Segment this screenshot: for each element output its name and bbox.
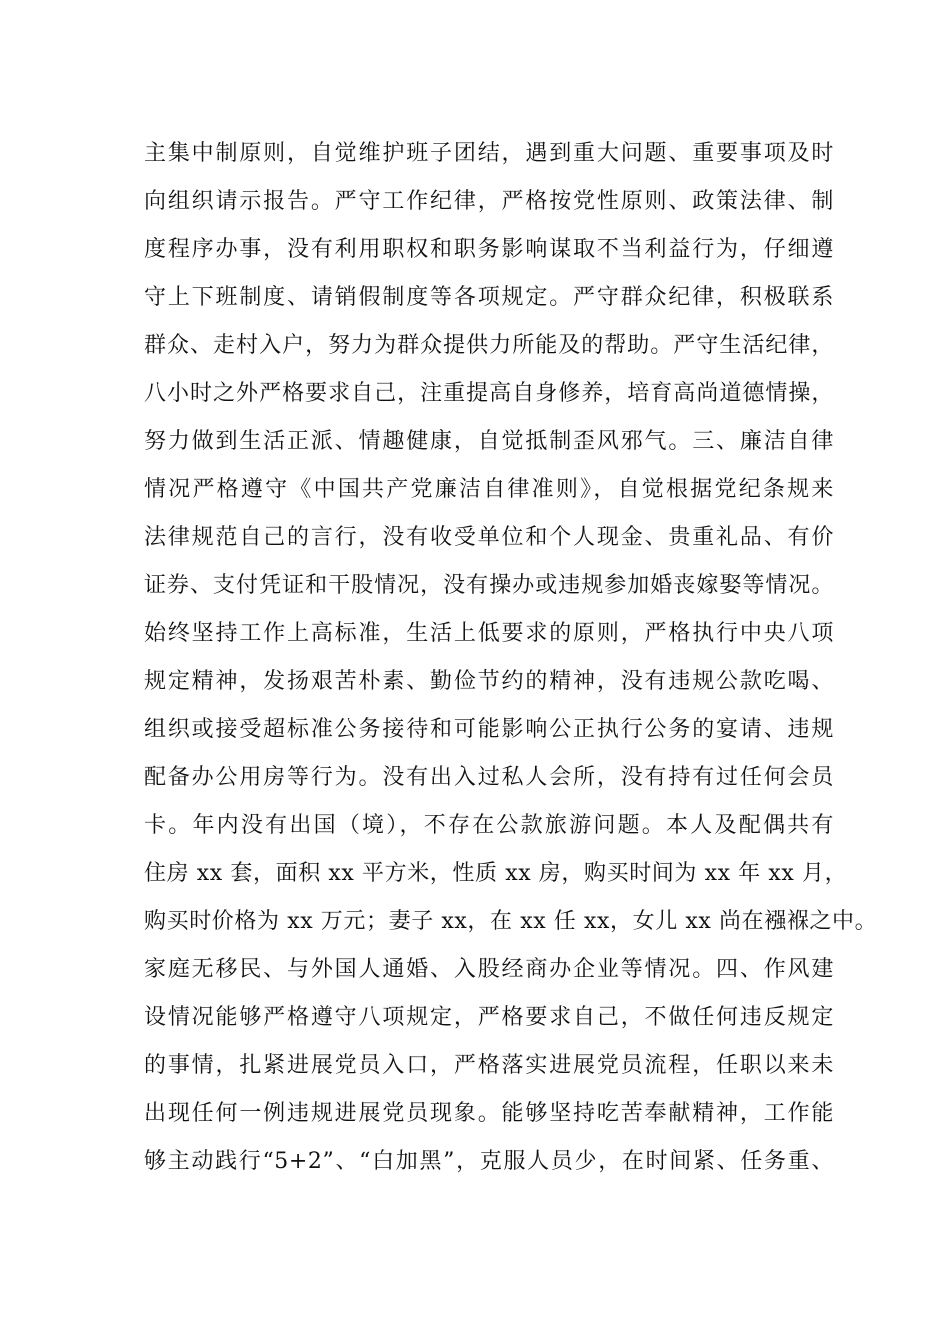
text-line-20: 的事情，扎紧进展党员入口，严格落实进展党员流程，任职以来未 — [144, 1053, 834, 1078]
text-line-15: 卡。年内没有出国（境），不存在公款旅游问题。本人及配偶共有 — [144, 813, 834, 838]
body-text — [144, 130, 878, 1186]
text-line-10: 证券、支付凭证和干股情况，没有操办或违规参加婚丧嫁娶等情况。 — [144, 573, 834, 598]
text-line-22: 够主动践行“5+2”、“白加黑”，克服人员少，在时间紧、任务重、 — [144, 1149, 834, 1174]
text-line-2: 向组织请示报告。严守工作纪律，严格按党性原则、政策法律、制 — [144, 189, 834, 214]
text-line-21: 出现任何一例违规进展党员现象。能够坚持吃苦奉献精神，工作能 — [144, 1101, 834, 1126]
text-line-9: 法律规范自己的言行，没有收受单位和个人现金、贵重礼品、有价 — [144, 525, 834, 550]
text-line-1: 主集中制原则，自觉维护班子团结，遇到重大问题、重要事项及时 — [144, 141, 834, 166]
text-line-3: 度程序办事，没有利用职权和职务影响谋取不当利益行为，仔细遵 — [144, 237, 834, 262]
text-line-5: 群众、走村入户，努力为群众提供力所能及的帮助。严守生活纪律， — [144, 333, 834, 358]
text-line-19: 设情况能够严格遵守八项规定，严格要求自己，不做任何违反规定 — [144, 1005, 834, 1030]
text-line-8: 情况严格遵守《中国共产党廉洁自律准则》，自觉根据党纪条规来 — [144, 477, 834, 502]
text-line-7: 努力做到生活正派、情趣健康，自觉抵制歪风邪气。三、廉洁自律 — [144, 429, 834, 454]
text-line-16: 住房 xx 套，面积 xx 平方米，性质 xx 房，购买时间为 xx 年 xx 月， — [144, 861, 848, 886]
text-line-13: 组织或接受超标准公务接待和可能影响公正执行公务的宴请、违规 — [144, 717, 834, 742]
text-line-12: 规定精神，发扬艰苦朴素、勤俭节约的精神，没有违规公款吃喝、 — [144, 669, 834, 694]
text-line-14: 配备办公用房等行为。没有出入过私人会所，没有持有过任何会员 — [144, 765, 834, 790]
text-line-11: 始终坚持工作上高标准，生活上低要求的原则，严格执行中央八项 — [144, 621, 834, 646]
text-line-18: 家庭无移民、与外国人通婚、入股经商办企业等情况。四、作风建 — [144, 957, 834, 982]
text-line-6: 八小时之外严格要求自己，注重提高自身修养，培育高尚道德情操， — [144, 381, 834, 406]
text-line-17: 购买时价格为 xx 万元；妻子 xx，在 xx 任 xx，女儿 xx 尚在襁褓之中。 — [144, 909, 878, 934]
text-line-4: 守上下班制度、请销假制度等各项规定。严守群众纪律，积极联系 — [144, 285, 834, 310]
